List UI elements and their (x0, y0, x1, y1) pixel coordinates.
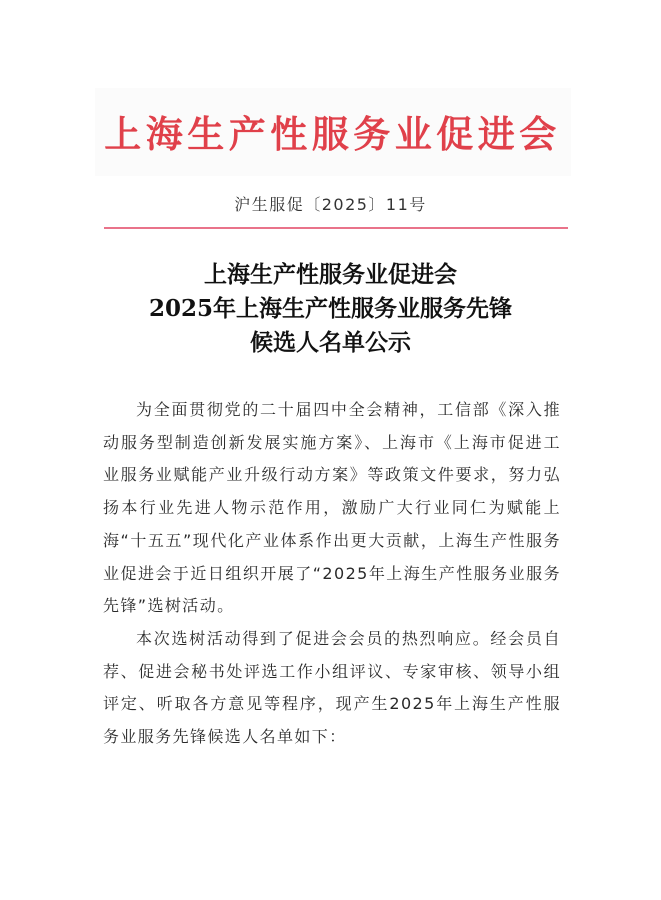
title-line-3: 候选人名单公示 (250, 329, 411, 356)
body-paragraph-1: 为全面贯彻党的二十届四中全会精神，工信部《深入推动服务型制造创新发展实施方案》、上海市《上海市促进工业服务业赋能产业升级行动方案》等政策文件要求，努力弘扬本行业先进人物示范作用，激励广大行业同仁为赋能上海“十五五”现代化产业体系作出更大贡献，上海生产性服务业促进会于近日组织开展了“2025年上海生产性服务业服务先锋”选树活动。 (103, 400, 561, 616)
document-number: 沪生服促〔2025〕11号 (234, 195, 427, 214)
document-title (0, 258, 661, 360)
body-paragraph-2: 本次选树活动得到了促进会会员的热烈响应。经会员自荐、促进会秘书处评选工作小组评议、专家审核、领导小组评定、听取各方意见等程序，现产生2025年上海生产性服务业服务先锋候选人名单如下： (103, 628, 561, 747)
title-line-1: 上海生产性服务业促进会 (204, 261, 457, 288)
title-line-2: 2025年上海生产性服务业服务先锋 (148, 295, 512, 322)
letterhead-divider (104, 227, 568, 229)
letterhead-organization-name: 上海生产性服务业促进会 (104, 112, 561, 156)
document-body (103, 394, 561, 754)
